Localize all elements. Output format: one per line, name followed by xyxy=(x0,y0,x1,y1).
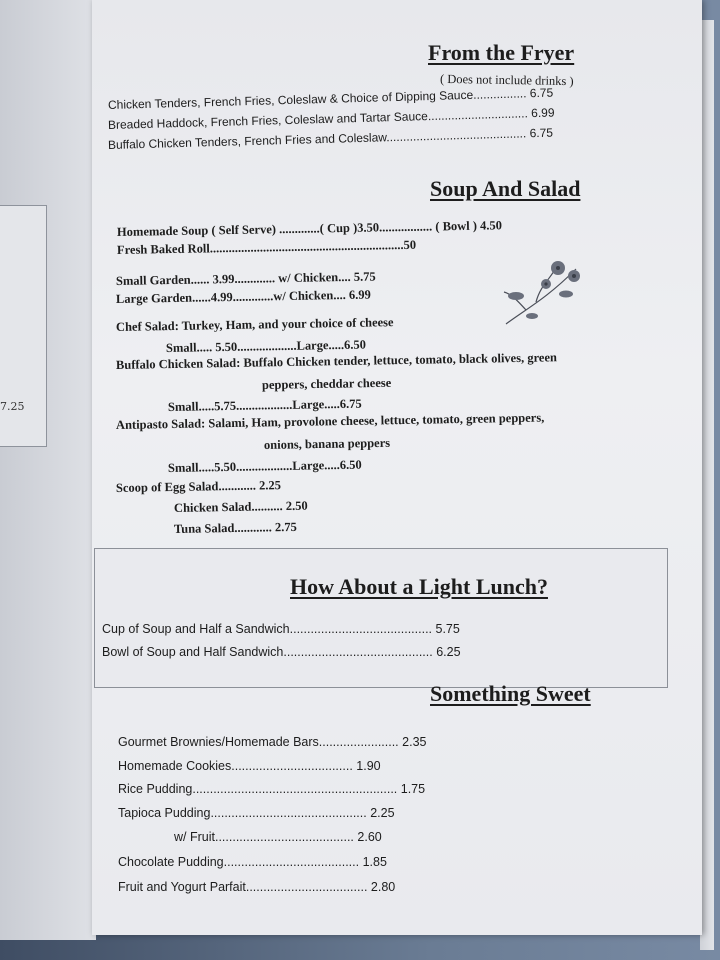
fryer-item-price: 6.75 xyxy=(529,85,554,101)
light-lunch-item-name: Cup of Soup and Half a Sandwich xyxy=(102,622,290,636)
light-lunch-item-dots: ......................................... xyxy=(289,622,433,636)
sweet-item-price: 1.75 xyxy=(400,782,426,796)
light-lunch-item xyxy=(102,622,460,636)
fryer-item-name: Breaded Haddock, French Fries, Coleslaw and Tartar Sauce xyxy=(107,109,429,132)
light-lunch-title: How About a Light Lunch? xyxy=(290,574,548,599)
fryer-note: ( Does not include drinks ) xyxy=(439,71,574,89)
light-lunch-item-price: 6.25 xyxy=(436,645,461,659)
fryer-item-price: 6.75 xyxy=(529,125,554,141)
buffalo-salad-line: Buffalo Chicken Salad: Buffalo Chicken tender, lettuce, tomato, black olives, green xyxy=(115,350,558,372)
egg-salad-line: Scoop of Egg Salad............ 2.25 xyxy=(115,478,282,495)
sweet-item-dots: ........................................ xyxy=(214,830,354,844)
chicken-salad-line: Chicken Salad.......... 2.50 xyxy=(173,498,308,515)
fryer-item-name: Chicken Tenders, French Fries, Coleslaw & Choice of Dipping Sauce xyxy=(107,87,474,112)
fryer-title: From the Fryer xyxy=(428,40,575,65)
left-menu-page xyxy=(0,0,96,940)
buffalo-salad-sizes: Small.....5.75..................Large.....6.75 xyxy=(167,396,362,414)
chef-salad-line: Chef Salad: Turkey, Ham, and your choice of cheese xyxy=(115,315,394,334)
sweet-item-price: 2.35 xyxy=(402,735,427,749)
tuna-salad-line: Tuna Salad............ 2.75 xyxy=(173,519,297,536)
chef-salad-sizes: Small..... 5.50...................Large.....6.50 xyxy=(165,337,367,355)
sweet-item-price: 2.60 xyxy=(357,830,382,844)
buffalo-salad-line-2: peppers, cheddar cheese xyxy=(261,375,392,392)
light-lunch-item-dots: ........................................... xyxy=(283,645,433,659)
sweet-item-name: Chocolate Pudding xyxy=(118,855,224,869)
roll-line: Fresh Baked Roll..............................................................50 xyxy=(116,237,417,257)
left-page-price: 7.25 xyxy=(0,400,25,413)
sweet-item xyxy=(118,880,395,894)
sweet-item xyxy=(118,759,381,773)
light-lunch-box xyxy=(94,548,668,688)
fryer-item-name: Buffalo Chicken Tenders, French Fries and Coleslaw xyxy=(107,130,387,152)
sweet-item-name: w/ Fruit xyxy=(174,830,215,844)
flower-illustration xyxy=(496,254,586,334)
sweet-item xyxy=(174,830,382,844)
fryer-item-dots: ................ xyxy=(472,86,527,102)
sweet-title: Something Sweet xyxy=(430,681,591,706)
antipasto-salad-sizes: Small.....5.50..................Large.....6.50 xyxy=(167,457,362,475)
fryer-item-price: 6.99 xyxy=(530,105,555,121)
sweet-item-name: Tapioca Pudding xyxy=(118,806,211,820)
light-lunch-item-name: Bowl of Soup and Half Sandwich xyxy=(102,645,284,659)
sweet-item xyxy=(118,782,425,796)
sweet-item-dots: ................................... xyxy=(231,759,353,773)
sweet-item-dots: ....................................... xyxy=(223,855,360,869)
fryer-item-dots: .......................................... xyxy=(386,126,527,145)
light-lunch-item-price: 5.75 xyxy=(435,622,460,636)
sweet-item xyxy=(118,855,387,869)
sweet-item-dots: ....................... xyxy=(318,735,399,749)
sweet-item-dots: ............................................. xyxy=(210,806,367,820)
antipasto-salad-line-2: onions, banana peppers xyxy=(263,435,391,452)
sweet-item-name: Rice Pudding xyxy=(118,782,193,796)
sweet-item-name: Homemade Cookies xyxy=(118,759,232,773)
light-lunch-item xyxy=(102,645,461,659)
sweet-item-dots: ........................................................... xyxy=(192,782,398,796)
page-edge xyxy=(700,20,714,950)
soup-salad-title: Soup And Salad xyxy=(430,176,581,201)
sweet-item-name: Gourmet Brownies/Homemade Bars xyxy=(118,735,319,749)
sweet-item-price: 2.25 xyxy=(370,806,395,820)
fryer-item-dots: .............................. xyxy=(427,106,529,124)
large-garden-line: Large Garden......4.99.............w/ Chicken.... 6.99 xyxy=(115,287,371,306)
small-garden-line: Small Garden...... 3.99............. w/ Chicken.... 5.75 xyxy=(115,269,376,288)
antipasto-salad-line: Antipasto Salad: Salami, Ham, provolone cheese, lettuce, tomato, green peppers, xyxy=(115,410,545,432)
sweet-item-price: 1.85 xyxy=(362,855,387,869)
sweet-item-name: Fruit and Yogurt Parfait xyxy=(118,880,246,894)
sweet-item xyxy=(118,735,427,749)
sweet-item xyxy=(118,806,395,820)
sweet-item-price: 2.80 xyxy=(370,880,396,894)
sweet-item-price: 1.90 xyxy=(356,759,381,773)
sweet-item-dots: ................................... xyxy=(245,880,368,894)
soup-line: Homemade Soup ( Self Serve) .............( Cup )3.50................. ( Bowl ) 4.50 xyxy=(116,218,503,239)
